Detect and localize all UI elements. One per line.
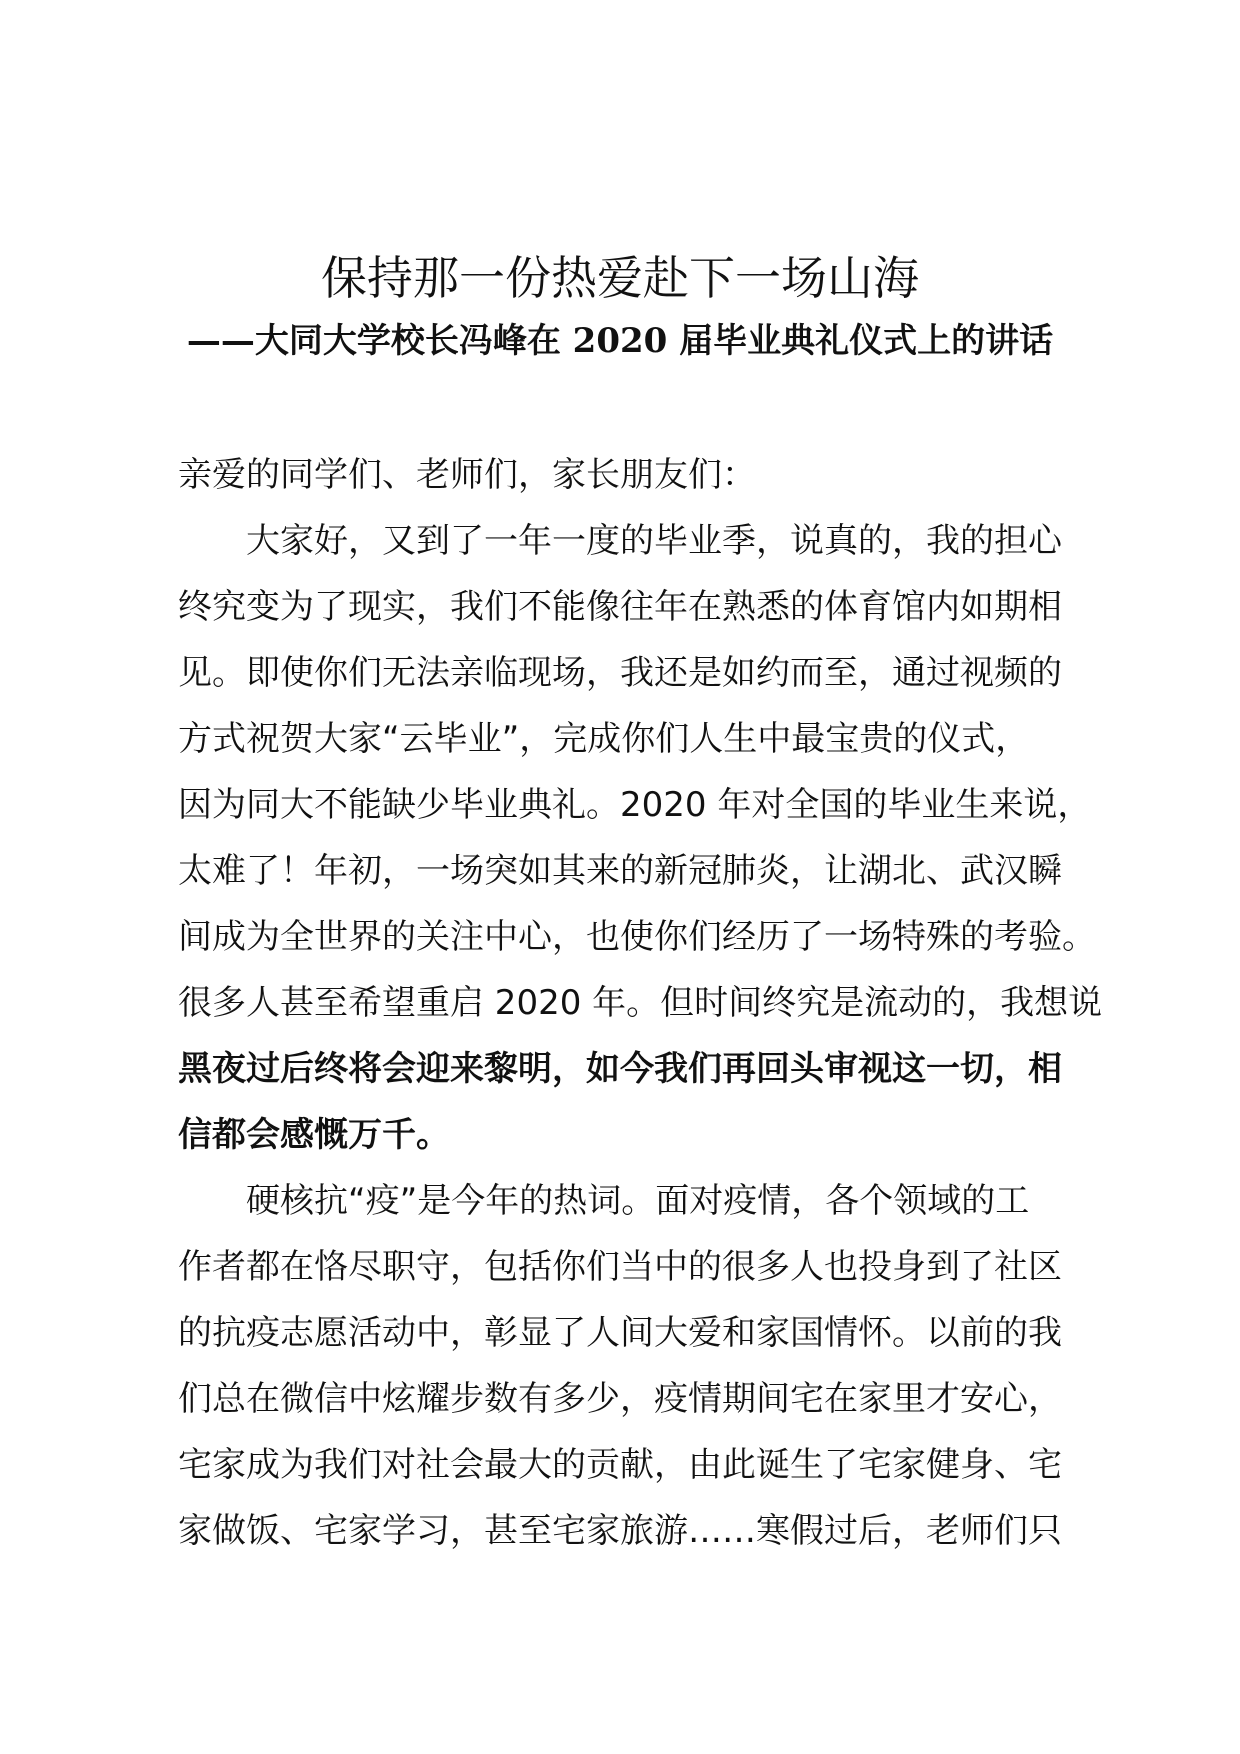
paragraph-line: 宅家成为我们对社会最大的贡献，由此诞生了宅家健身、宅 bbox=[178, 1445, 1062, 1485]
salutation-line: 亲爱的同学们、老师们，家长朋友们： bbox=[178, 455, 756, 495]
paragraph-line: 很多人甚至希望重启 2020 年。但时间终究是流动的，我想说 bbox=[178, 983, 1103, 1023]
document-body bbox=[178, 442, 1103, 1564]
paragraph-line: 家做饭、宅家学习，甚至宅家旅游……寒假过后，老师们只 bbox=[178, 1511, 1062, 1551]
paragraph-line: 终究变为了现实，我们不能像往年在熟悉的体育馆内如期相 bbox=[178, 587, 1062, 627]
document-subtitle: ——大同大学校长冯峰在 2020 届毕业典礼仪式上的讲话 bbox=[186, 321, 1054, 361]
paragraph-line: 太难了！年初，一场突如其来的新冠肺炎，让湖北、武汉瞬 bbox=[178, 851, 1062, 891]
bold-paragraph-line: 信都会感慨万千。 bbox=[178, 1115, 450, 1155]
paragraph-line: 因为同大不能缺少毕业典礼。2020 年对全国的毕业生来说， bbox=[178, 785, 1092, 825]
paragraph-line: 间成为全世界的关注中心，也使你们经历了一场特殊的考验。 bbox=[178, 917, 1096, 957]
bold-paragraph-line: 黑夜过后终将会迎来黎明，如今我们再回头审视这一切，相 bbox=[178, 1049, 1062, 1089]
paragraph-line: 硬核抗“疫”是今年的热词。面对疫情，各个领域的工 bbox=[246, 1181, 1030, 1221]
paragraph-line: 见。即使你们无法亲临现场，我还是如约而至，通过视频的 bbox=[178, 653, 1062, 693]
paragraph-line: 们总在微信中炫耀步数有多少，疫情期间宅在家里才安心， bbox=[178, 1379, 1062, 1419]
paragraph-line: 方式祝贺大家“云毕业”，完成你们人生中最宝贵的仪式， bbox=[178, 719, 1030, 759]
paragraph-line: 的抗疫志愿活动中，彰显了人间大爱和家国情怀。以前的我 bbox=[178, 1313, 1062, 1353]
paragraph-line: 作者都在恪尽职守，包括你们当中的很多人也投身到了社区 bbox=[178, 1247, 1062, 1287]
paragraph-line: 大家好，又到了一年一度的毕业季，说真的，我的担心 bbox=[246, 521, 1062, 561]
document-title: 保持那一份热爱赴下一场山海 bbox=[321, 251, 919, 305]
